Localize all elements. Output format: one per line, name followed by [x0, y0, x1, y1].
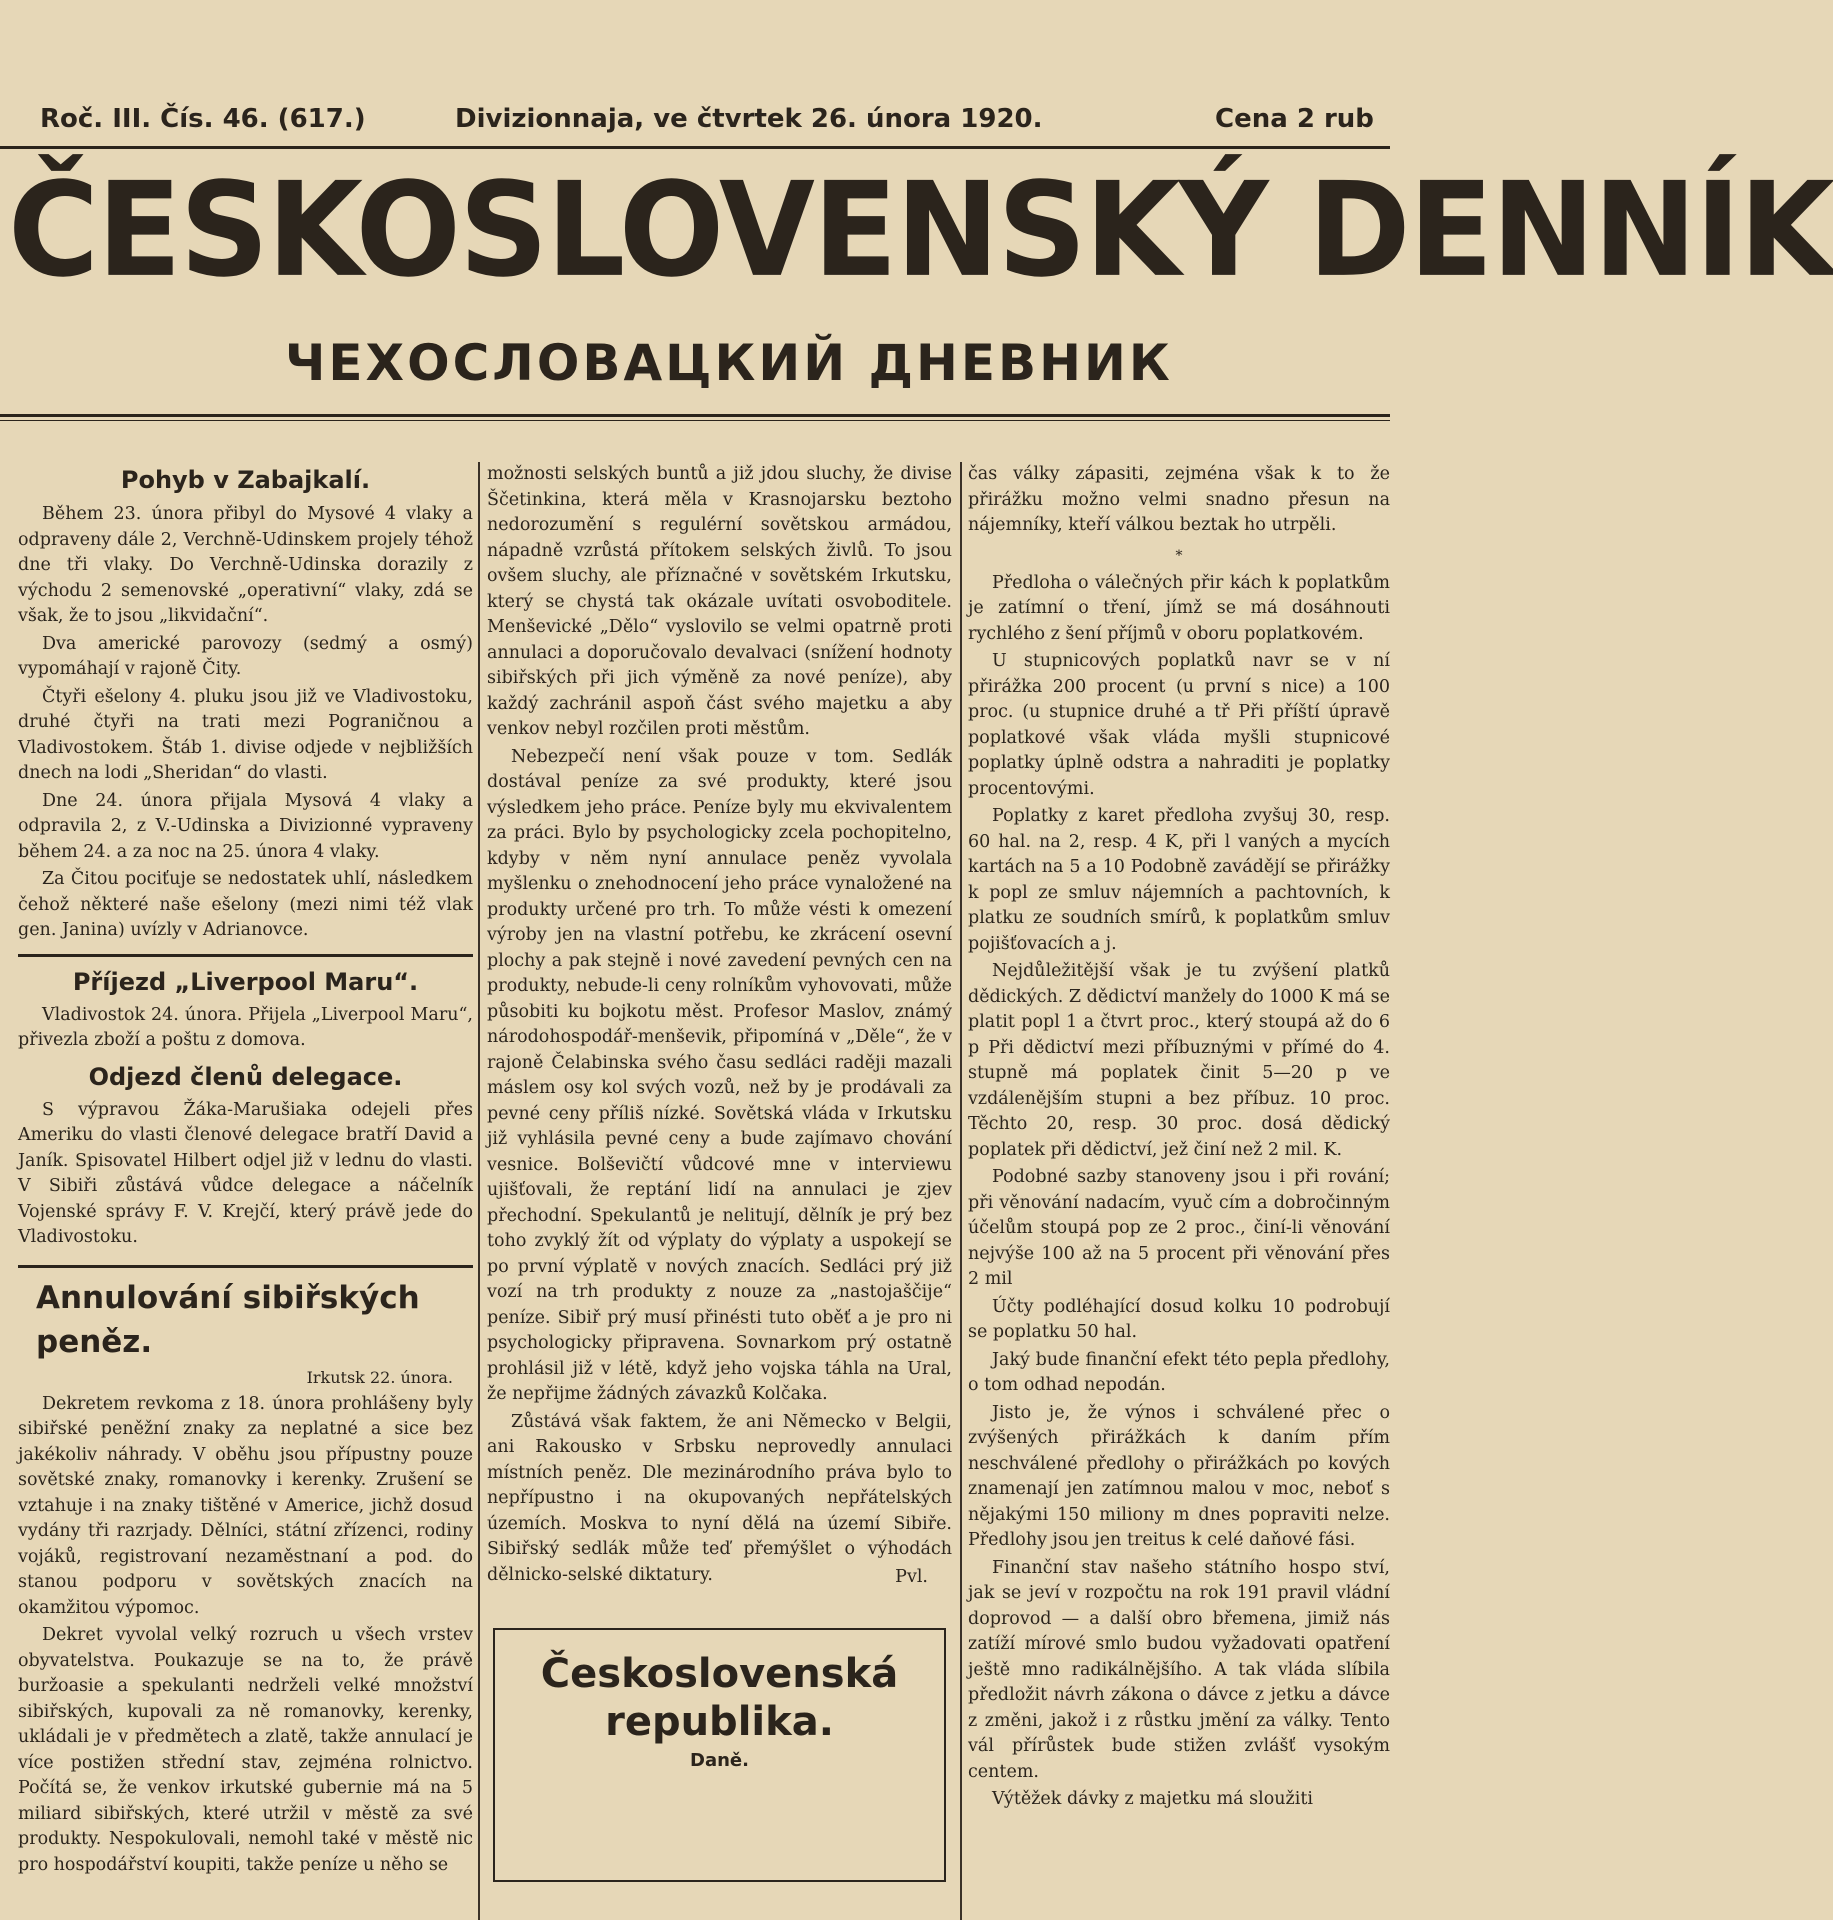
section-title-line-2: republika.: [605, 1699, 834, 1745]
column-2: [487, 462, 952, 1920]
masthead-subtitle: ЧЕХОСЛОВАЦКИЙ ДНЕВНИК: [285, 334, 1173, 392]
section-title-line-1: Československá: [540, 1651, 899, 1697]
masthead-rule-1: [0, 414, 1390, 417]
article-paragraph: možnosti selských buntů a již jdou sluchy, že divise Ščetinkina, která měla v Krasnojarsku beztoho nedorozumění s regulérní sovětskou armádou, nápadně vzrůstá přítokem selských živlů. To jsou ovšem sluchy, ale příznačné v sovětském Irkutsku, který se chystá tak okázale uvítati osvoboditele. Menševické „Dělo“ vyslovilo se velmi opatrně proti annulaci a doporučovalo devalvaci (snížení hodnoty sibiřských při jich výměně za nové peníze), aby každý zachránil aspoň část svého majetku a aby venkov nebyl rozčilen proti městům.: [487, 464, 952, 739]
price: Cena 2 rub: [1215, 104, 1374, 134]
section-subtitle: Daně.: [690, 1750, 749, 1771]
article-paragraph: Podobné sazby stanoveny jsou i při rování; při věnování nadacím, vyuč cím a dobročinným účelům stoupá pop ze 2 proc., činí-li věnování nejvýše 100 až na 5 procent při věnování přes 2 mil: [968, 1167, 1390, 1289]
article-heading-annul: Annulování sibiřských peněz.: [36, 1279, 420, 1360]
article-heading-odjezd: Odjezd členů delegace.: [88, 1062, 403, 1091]
article-paragraph: Dne 24. února přijala Mysová 4 vlaky a odpravila 2, z V.-Udinska a Divizionné vypraveny během 24. a za noc na 25. února 4 vlaky.: [18, 790, 473, 862]
article-heading-prijezd: Příjezd „Liverpool Maru“.: [72, 967, 419, 996]
article-paragraph: Jisto je, že výnos i schválené přec o zvýšených přirážkách k daním přím neschválené předlohy o přirážkách po kových znamenají jen zatímnou malou v moc, neboť s nějakými 150 miliony m dnes popraviti nelze. Předlohy jsou jen treitus k celé daňové fási.: [968, 1402, 1390, 1550]
article-paragraph: Dekret vyvolal velký rozruch u všech vrstev obyvatelstva. Poukazuje se na to, že právě buržoasie a spekulanti nedrželi velké množství sibiřských, kupovali za ně romanovky, kerenky, ukládali je v předmětech a zlatě, takže annulací je více postižen střední stav, zejména rolnictvo. Počítá se, že venkov irkutské gubernie má na 5 miliard sibiřských, které utržil v městě za své produkty. Nespokulovali, nemohl také v městě nic pro hospodářství koupiti, takže peníze u něho se: [18, 1625, 473, 1875]
column-divider-1: [478, 462, 480, 1920]
article-paragraph: Nejdůležitější však je tu zvýšení platků dědických. Z dědictví manžely do 1000 K má se platit popl 1 a čtvrt proc., který stoupá až do 6 p Při dědictví mezi příbuznými v přímé do 4. stupně má poplatek činit 5—20 p ve vzdálenějším stupni a bez příbuz. 10 proc. Těchto 20, resp. 30 proc. dosá dědický poplatek při dědictví, jež činí než 2 mil. K.: [968, 961, 1390, 1160]
column-divider-2: [960, 462, 962, 1920]
masthead-title: ČESKOSLOVENSKÝ DENNÍK: [8, 155, 1833, 307]
article-heading-pohyb: Pohyb v Zabajkalí.: [120, 466, 371, 494]
column-3: [968, 462, 1390, 1920]
article-paragraph: Vladivostok 24. února. Přijela „Liverpool Maru“, přivezla zboží a poštu z domova.: [18, 1004, 473, 1050]
separator: [18, 1265, 473, 1268]
article-paragraph: Zůstává však faktem, že ani Německo v Belgii, ani Rakousko v Srbsku neprovedly annulaci místních peněz. Dle mezinárodního práva bylo to nepřípustno i na okupovaných nepřátelských územích. Moskva to nyní dělá na území Sibiře. Sibiřský sedlák může teď přemýšlet o výhodách dělnicko-selské diktatury.: [487, 1411, 952, 1585]
article-paragraph: Výtěžek dávky z majetku má sloužiti: [992, 1789, 1314, 1809]
dateline: Irkutsk 22. února.: [306, 1367, 453, 1387]
article-paragraph: Jaký bude finanční efekt této pepla předlohy, o tom odhad nepodán.: [968, 1349, 1390, 1395]
issue-line: [40, 104, 1390, 144]
article-paragraph: Finanční stav našeho státního hospo ství, jak se jeví v rozpočtu na rok 191 pravil vládní doprovod — a další obro břemena, jimiž nás zatíží mírové smlo budou vyžadovati opatření ještě mno radikálnějšího. A tak vláda slíbila předložit návrh zákona o dávce z jetku a dávce z změni, jakož i z růstku jmění za války. Tento vál přírůstek bude stižen zvlášť vysokým centem.: [968, 1557, 1390, 1782]
top-rule: [0, 146, 1390, 149]
issue-number: Roč. III. Čís. 46. (617.): [40, 104, 366, 134]
article-paragraph: Účty podléhající dosud kolku 10 podrobují se poplatku 50 hal.: [968, 1296, 1390, 1342]
article-paragraph: S výpravou Žáka-Marušiaka odejeli přes Ameriku do vlasti členové delegace bratří David a Janík. Spisovatel Hilbert odjel již v lednu do vlasti. V Sibiři zůstává vůdce delegace a náčelník Vojenské správy F. V. Krejčí, který právě jede do Vladivostoku.: [18, 1099, 473, 1247]
signature: Pvl.: [895, 1567, 928, 1587]
masthead-rule-2: [0, 420, 1390, 421]
article-paragraph: Dekretem revkoma z 18. února prohlášeny byly sibiřské peněžní znaky za neplatné a sice bez jakékoliv náhrady. V oběhu jsou přípustny pouze sovětské znaky, romanovky i kerenky. Zrušení se vztahuje i na znaky tištěné v Americe, jichž dosud vydány tři razrjady. Dělníci, státní zřízenci, rodiny vojáků, registrovaní nezaměstnaní a pod. do stanou podporu v sovětských znacích na okamžitou výpomoc.: [18, 1393, 473, 1618]
column-1: [18, 462, 473, 1920]
article-paragraph: čas války zápasiti, zejména však k to že přirážku možno velmi snadno přesun na nájemníky, kteří válkou beztak ho utrpěli.: [968, 464, 1390, 535]
article-paragraph: U stupnicových poplatků navr se v ní přirážka 200 procent (u první s nice) a 100 proc. (u stupnice druhé a tř Při příští úpravě poplatkové však vláda myšli stupnicové poplatky úplně odstra a nahraditi je poplatky procentovými.: [968, 651, 1390, 799]
article-paragraph: Za Čitou pociťuje se nedostatek uhlí, následkem čehož některé naše ešelony (mezi nimi též vlak gen. Janina) uvízly v Adrianovce.: [18, 869, 473, 940]
article-paragraph: Předloha o válečných přir kách k poplatkům je zatímní o tření, jímž se má dosáhnouti rychlého z šení příjmů v oboru poplatkovém.: [968, 572, 1390, 644]
article-paragraph: Nebezpečí není však pouze v tom. Sedlák dostával peníze za své produkty, které jsou výsledkem jeho práce. Peníze byly mu ekvivalentem za práci. Bylo by psychologicky zcela pochopitelno, kdyby v něm nyní annulace peněz vyvolala myšlenku o znehodnocení jeho práce vynaložené na produkty určené pro trh. To může vésti k omezení výroby jen na vlastní potřebu, ke zkrácení osevní plochy a pak stejně i nové zavedení pevných cen na produkty, nebude-li ceny rolníkům vyhovovati, může působiti ku bojkotu měst. Profesor Maslov, známý národohospodář-menševik, připomíná v „Děle“, že v rajoně Čelabinska svého času sedláci raději mazali máslem osy kol svých vozů, než by je prodávali za pevné ceny příliš nízké. Sovětská vláda v Irkutsku již vyhlásila pevné ceny a bude zajímavo chování vesnice. Bolševičtí vůdcové mne v interviewu ujišťovali, že reptání lidí na annulaci je zjev přechodní. Spekulantů je nelitují, dělník je prý bez toho zvyklý žít od výplaty do výplaty a uspokejí se po první výplatě v nových znacích. Sedláci prý již vozí na trh produkty z nouze za „nastojaščije“ peníze. Sibiř prý musí přinésti tuto oběť a je pro ni psychologicky připravena. Sovnarkom prý ostatně prohlásil již v létě, když jeho vojska táhla na Ural, že nepřijme žádných závazků Kolčaka.: [487, 746, 952, 1404]
article-paragraph: Čtyři ešelony 4. pluku jsou již ve Vladivostoku, druhé čtyři na trati mezi Pograničnou a Vladivostokem. Štáb 1. divise odjede v nejbližších dnech na lodi „Sheridan“ do vlasti.: [18, 686, 473, 783]
section-box-republika: [493, 1628, 946, 1882]
section-star: *: [1175, 547, 1183, 564]
article-paragraph: Dva americké parovozy (sedmý a osmý) vypomáhají v rajoně Čity.: [18, 633, 473, 679]
article-paragraph: Během 23. února přibyl do Mysové 4 vlaky a odpraveny dále 2, Verchně-Udinskem projely téhož dne tři vlaky. Do Verchně-Udinska dorazily z východu 2 semenovské „operativní“ vlaky, zdá se však, že to jsou „likvidační“.: [18, 504, 473, 626]
place-date: Divizionnaja, ve čtvrtek 26. února 1920.: [455, 104, 1043, 134]
article-paragraph: Poplatky z karet předloha zvyšuj 30, resp. 60 hal. na 2, resp. 4 K, při l vaných a mycích kartách na 5 a 10 Podobně zavádějí se přirážky k popl ze smluv nájemních a pachtovních, k platku ze soudních smírů, k poplatkům smluv pojišťovacích a j.: [968, 806, 1390, 954]
separator: [18, 954, 473, 957]
